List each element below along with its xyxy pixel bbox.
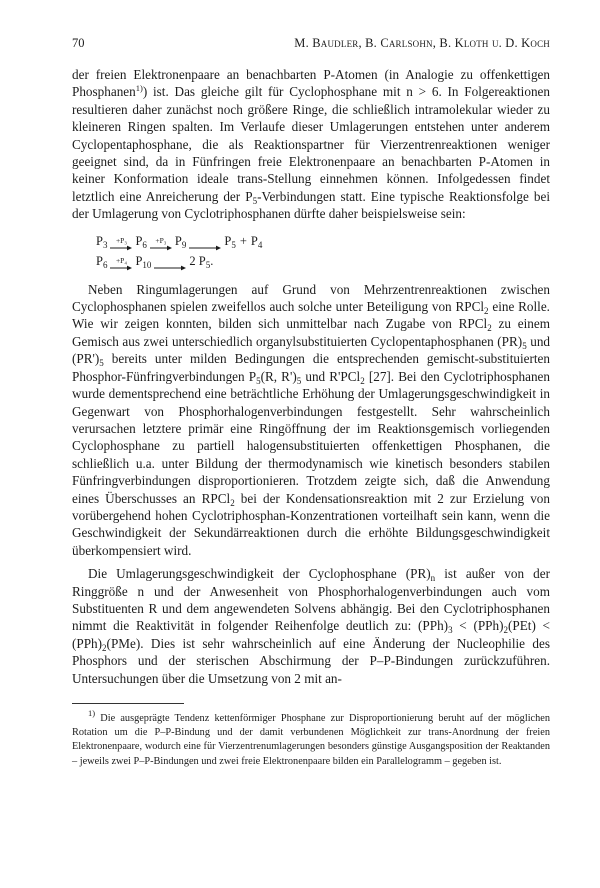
species: $P_3$: [96, 234, 108, 251]
arrow-label: +P₄: [115, 255, 127, 265]
species: 2 $P_5$.: [189, 254, 214, 271]
species: $P_5$: [224, 234, 236, 251]
arrow-label: +P₃: [115, 235, 127, 245]
species: $P_{10}$: [135, 254, 152, 271]
species: $P_6$: [96, 254, 108, 271]
arrow-right-icon: [150, 245, 172, 251]
reaction-arrow: [154, 265, 186, 271]
species: $P_6$: [135, 234, 147, 251]
arrow-right-icon: [110, 245, 132, 251]
paragraph-1: der freien Elektronenpaare an benachbarten P-Atomen (in Analogie zu offenkettigen Phosphanen$^{1)}$) ist. Das gleiche gilt für Cyclophosphane mit n > 6. In Folgereaktionen resultieren daher zunächst noch größere Ringe, die schließlich intramolekular wieder zu kleineren Ringen spalten. Im Verlaufe dieser Umlagerungen entstehen unter anderem Cyclopentaphosphane, die als Reaktionspartner für Vierzentrenreaktionen weniger geeignet sind, da in Fünfringen freie Elektronenpaare an benachbarten P-Atomen in keiner Konformation ideale trans-Stellung einnehmen können. Infolgedessen findet letztlich eine Anreicherung der $P_5$-Verbindungen statt. Eine typische Reaktionsfolge bei der Umlagerung von Cyclotriphosphanen dürfte daher beispielsweise sein:: [72, 67, 550, 222]
footnote-reference: 1): [135, 83, 143, 94]
journal-page: [72, 36, 550, 769]
page-number: 70: [72, 36, 85, 50]
species: $P_9$: [174, 234, 187, 251]
arrow-right-icon: [154, 265, 186, 271]
reaction-arrow: [150, 237, 172, 251]
reaction-arrow: [189, 245, 221, 251]
paragraph-2: Neben Ringumlagerungen auf Grund von Mehrzentrenreaktionen zwischen Cyclophosphanen spielen zweifellos auch solche unter Beteiligung von RPCl$_2$ eine Rolle. Wie wir zeigen konnten, bilden sich unmittelbar nach Zugabe von RPCl$_2$ zu einem Gemisch aus zwei unterschiedlich organylsubstituierten Cyclopentaphosphanen $(PR)_5$ und $(PR')_5$ bereits unter milden Bedingungen die entsprechenden gemischt-substituierten Phosphor-Fünfringverbindungen $P_5(R$, $R')_5$ und R'PCl$_2$ [27]. Bei den Cyclotriphosphanen wurde dementsprechend eine beträchtliche Erhöhung der Umlagerungsgeschwindigkeit in Gegenwart von Phosphorhalogenverbindungen festgestellt. Sehr wahrscheinlich verursachen letztere primär eine Ringöffnung der im Reaktionsgemisch vorliegenden Cyclophosphane zu partiell halogensubstituierten offenkettigen Phosphanen, die schließlich u.a. unter Bildung der thermodynamisch wie kinetisch besonders stabilen Fünfringverbindungen disproportionieren. Trotzdem zeigte sich, daß die Anwendung eines Überschusses an RPCl$_2$ bei der Kondensationsreaktion mit 2 zur Erzielung von vorübergehend hohen Cyclotriphosphan-Konzentrationen vorteilhaft sein kann, wenn die Geschwindigkeit der Sekundärreaktionen durch die erhöhte Bildungsgeschwindigkeit überkompensiert wird.: [72, 281, 551, 558]
reaction-arrow: [110, 237, 132, 251]
footnote-rule: [72, 703, 550, 769]
running-header-authors: M. Baudler, B. Carlsohn, B. Kloth u. D. Koch: [294, 36, 550, 50]
arrow-right-icon: [189, 245, 221, 251]
paragraph-3: Die Umlagerungsgeschwindigkeit der Cyclophosphane $(PR)_n$ ist außer von der Ringgröße n und der Anwesenheit von Phosphorhalogenverbindungen auch vom Substituenten R und dem angewendeten Solvens abhängig. Bei den Cyclotriphosphanen nimmt die Reaktivität in folgender Reihenfolge deutlich zu: $(PPh)_3 < (PPh)_2(PEt) < (PPh)_2(PMe)$. Dies ist sehr wahrscheinlich auf eine Änderung der Nucleophilie des Phosphors und der sterischen Abschirmung der P–P-Bindungen zurückzuführen. Untersuchungen über die Umsetzung von 2 mit an-: [72, 566, 550, 686]
reaction-scheme-row-1: $P_3$ +P₃ $P_6$ +P₃ $P_9$ $P_5$ + $P_4$: [96, 234, 263, 251]
arrow-right-icon: [110, 265, 132, 271]
running-header: [72, 36, 550, 58]
reaction-arrow: [110, 257, 132, 271]
footnote-1: $^{1)}$ Die ausgeprägte Tendenz kettenförmiger Phosphane zur Disproportionierung beruht auf der möglichen Rotation um die P–P-Bindung und der damit verbundenen Möglichkeit zur trans-Anordnung der freien Elektronenpaare, wodurch eine für Vierzentrenumlagerungen besonders günstige Ausgangsposition der Reaktanden – jeweils zwei P–P-Bindungen und zwei freie Elektronenpaare bilden ein Parallelogramm – gegeben ist.: [72, 708, 550, 767]
arrow-label: +P₃: [155, 235, 167, 245]
reaction-scheme-row-2: [96, 251, 550, 271]
species: $P_4$: [250, 234, 263, 251]
reaction-scheme: [96, 231, 550, 271]
article-body: [72, 66, 550, 687]
footnote-mark: 1): [88, 708, 96, 718]
